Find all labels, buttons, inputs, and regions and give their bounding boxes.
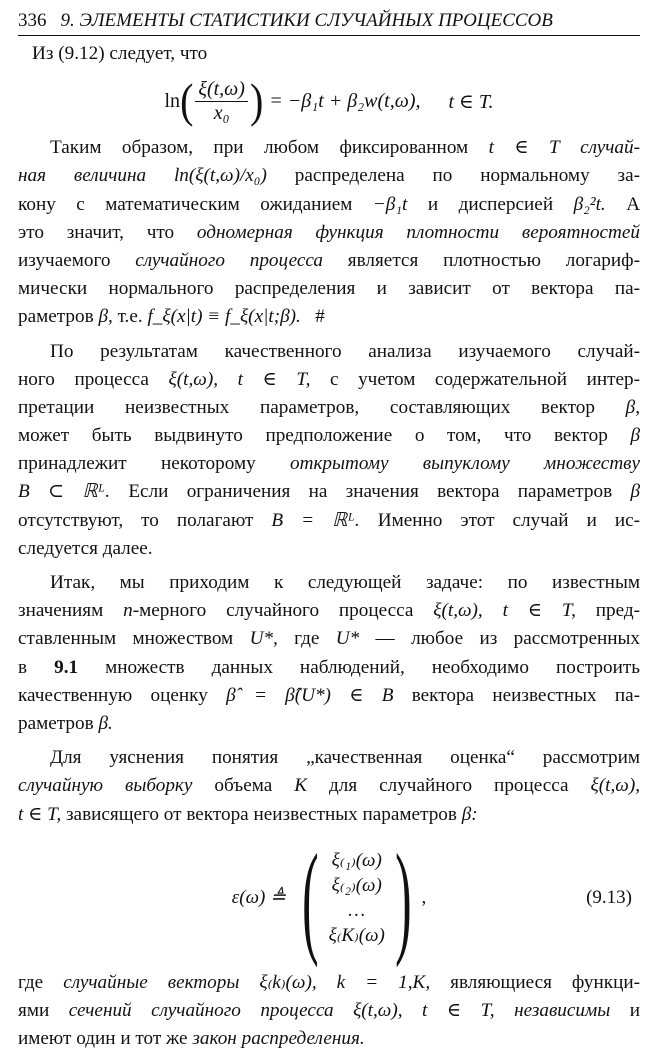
- text-line: [18, 275, 640, 303]
- text-line: [18, 134, 640, 162]
- emphasized-text: независимы: [514, 999, 611, 1021]
- text-run: По результатам качественного анализа изучаемого случай-: [50, 340, 640, 362]
- math-expression: f_ξ(x|t) ≡ f_ξ(x|t;β).: [147, 306, 301, 328]
- text-run: Именно этот случай и ис-: [377, 509, 641, 531]
- text-run: А: [626, 193, 641, 215]
- text-run: вектора неизвестных па-: [411, 684, 641, 706]
- text-line: [18, 569, 640, 597]
- paragraph-1: [18, 134, 640, 331]
- text-run: с учетом содержательной интер-: [329, 368, 641, 390]
- text-run: для случайного процесса: [328, 775, 569, 797]
- intro-line: [18, 40, 640, 68]
- formula-domain: t ∈ T.: [448, 90, 494, 113]
- text-line: [18, 478, 640, 506]
- math-expression: −β₁t: [372, 193, 408, 215]
- math-expression: ξ(t,ω), t ∈ T,: [353, 999, 495, 1021]
- text-line: [18, 247, 640, 275]
- text-run: ставленным множеством: [18, 628, 234, 650]
- text-line: [18, 366, 640, 394]
- emphasized-text: случайные векторы: [63, 971, 240, 993]
- paragraph-4: [18, 744, 640, 829]
- vector-entry: ξ₍₁₎(ω): [331, 849, 382, 871]
- text-line: [18, 801, 640, 829]
- math-expression: β̂ = β̂(U*) ∈ B: [226, 684, 394, 706]
- emphasized-text: закон распределения.: [192, 1028, 365, 1050]
- text-run: Таким образом, при любом фиксированном: [50, 137, 469, 159]
- text-line: [18, 535, 640, 563]
- text-run: Для уяснения понятия „качественная оценка“ рассмотрим: [50, 747, 640, 769]
- text-run: раметров: [18, 712, 94, 734]
- text-run: -мерного случайного процесса: [132, 600, 414, 622]
- text-line: [18, 1025, 640, 1053]
- formula-9-12-derived: ln ( $\frac{\xi(t,\omega)}{\text{x₀}}$ ) = −β₁t + β₂w(t,ω), t ∈ T.: [164, 73, 494, 128]
- text-run: кону с математическим ожиданием: [18, 193, 353, 215]
- math-expression: t ∈ T: [488, 137, 560, 159]
- text-line: [18, 744, 640, 772]
- text-line: [18, 303, 640, 331]
- emphasized-text: случай-: [580, 137, 640, 159]
- text-line: [18, 682, 640, 710]
- text-run: где: [294, 628, 320, 650]
- text-run: объема: [214, 775, 273, 797]
- text-run: является плотностью логариф-: [347, 249, 640, 271]
- text-run: Итак, мы приходим к следующей задаче: по известным: [50, 572, 640, 593]
- text-run: раметров: [18, 306, 94, 328]
- math-expression: ξ(t,ω), t ∈ T,: [433, 600, 576, 622]
- text-line: [18, 162, 640, 190]
- vector-entry: ξ₍K₎(ω): [328, 924, 385, 946]
- text-line: [18, 394, 640, 422]
- math-expression: U*,: [249, 628, 278, 650]
- text-run: где: [18, 971, 44, 993]
- fraction: [195, 78, 248, 125]
- vector-entry: …: [348, 899, 366, 921]
- emphasized-text: открытому выпуклому множеству: [290, 453, 641, 475]
- formula-9-13: [18, 827, 640, 968]
- text-line: [18, 450, 640, 478]
- text-line: [18, 997, 640, 1025]
- math-expression: β: [630, 425, 640, 447]
- text-run: 9.1: [54, 656, 79, 678]
- math-expression: β:: [461, 803, 478, 825]
- text-run: ного процесса: [18, 368, 149, 390]
- page-number: 336: [18, 10, 47, 31]
- math-expression: β.: [98, 712, 113, 734]
- text-run: и: [629, 999, 641, 1021]
- text-run: зависящего от вектора неизвестных параметров: [65, 803, 457, 825]
- text-line: [18, 654, 640, 682]
- text-run: — любое из рассмотренных: [375, 628, 641, 650]
- intro-text: Из (9.12) следует, что: [32, 43, 208, 64]
- math-expression: n: [123, 600, 133, 622]
- text-run: может быть выдвинуто предположение о том, что вектор: [18, 425, 608, 447]
- text-line: [18, 191, 640, 219]
- text-run: распределена по нормальному за-: [294, 165, 641, 187]
- end-of-proof-mark: #: [315, 306, 325, 328]
- emphasized-text: случайного процесса: [135, 249, 323, 271]
- text-line: [18, 338, 640, 366]
- text-line: [18, 507, 640, 535]
- text-run: являющиеся функци-: [450, 971, 640, 993]
- text-run: это значит, что: [18, 221, 175, 243]
- text-run: мически нормального распределения и зависит от вектора па-: [18, 278, 640, 300]
- emphasized-text: одномерная функция плотности вероятностей: [196, 221, 641, 243]
- text-run: отсутствуют, то полагают: [18, 509, 254, 531]
- text-line: [18, 219, 640, 247]
- math-expression: β₂²t.: [573, 193, 606, 215]
- math-expression: ξ(t,ω),: [590, 775, 640, 797]
- right-paren: ): [394, 827, 412, 968]
- ln-symbol: ln: [164, 89, 181, 112]
- paragraph-3: [18, 569, 640, 738]
- math-expression: β,: [625, 396, 640, 418]
- vector-column: [329, 848, 385, 948]
- text-run: принадлежит некоторому: [18, 453, 256, 475]
- text-run: и дисперсией: [427, 193, 554, 215]
- formula-trail: ,: [421, 886, 427, 908]
- numerator: ξ(t,ω): [195, 78, 248, 102]
- text-run: качественную оценку: [18, 684, 208, 706]
- vector-entry: ξ₍₂₎(ω): [331, 874, 382, 896]
- denominator: x₀: [213, 101, 230, 124]
- math-expression: B ⊂ ℝᴸ.: [18, 481, 111, 503]
- emphasized-text: сечений случайного процесса: [68, 999, 334, 1021]
- text-run: Если ограничения на значения вектора параметров: [128, 481, 613, 503]
- text-run: ями: [18, 999, 50, 1021]
- chapter-title: 9. ЭЛЕМЕНТЫ СТАТИСТИКИ СЛУЧАЙНЫХ ПРОЦЕССОВ: [60, 10, 553, 31]
- left-paren: (: [302, 827, 319, 968]
- math-expression: U*: [335, 628, 360, 650]
- page: [18, 10, 640, 1053]
- text-run: имеют один и тот же: [18, 1028, 188, 1050]
- text-run: изучаемого: [18, 249, 111, 271]
- emphasized-text: ная величина: [18, 165, 147, 187]
- text-line: [18, 772, 640, 800]
- running-header: [18, 10, 640, 36]
- text-line: [18, 422, 640, 450]
- math-expression: t ∈ T,: [18, 803, 62, 825]
- text-run: значениям: [18, 600, 104, 622]
- text-run: пред-: [595, 600, 641, 622]
- equation-number: (9.13): [586, 886, 632, 908]
- text-run: следуется далее.: [18, 537, 153, 559]
- text-run: т.е.: [117, 306, 143, 328]
- paragraph-5: [18, 969, 640, 1053]
- math-expression: β,: [98, 306, 113, 328]
- math-expression: ξ₍k₎(ω), k = 1,K,: [259, 971, 431, 993]
- formula-rhs: = −β₁t + β₂w(t,ω),: [269, 89, 421, 112]
- emphasized-text: случайную выборку: [18, 775, 193, 797]
- text-run: претации неизвестных параметров, составляющих вектор: [18, 396, 595, 418]
- text-run: множеств данных наблюдений, необходимо построить: [105, 656, 641, 678]
- math-expression: K: [294, 775, 308, 797]
- text-line: [18, 625, 640, 653]
- math-expression: β: [630, 481, 641, 503]
- formula-lhs: ε(ω) ≜: [231, 887, 286, 909]
- text-line: [18, 710, 640, 738]
- paragraph-2: [18, 338, 640, 564]
- math-expression: ξ(t,ω), t ∈ T,: [168, 368, 311, 390]
- math-expression: ln(ξ(t,ω)/x₀): [173, 165, 267, 187]
- text-run: в: [18, 656, 28, 678]
- math-expression: B = ℝᴸ.: [271, 509, 360, 531]
- text-line: [18, 969, 640, 997]
- text-line: [18, 597, 640, 625]
